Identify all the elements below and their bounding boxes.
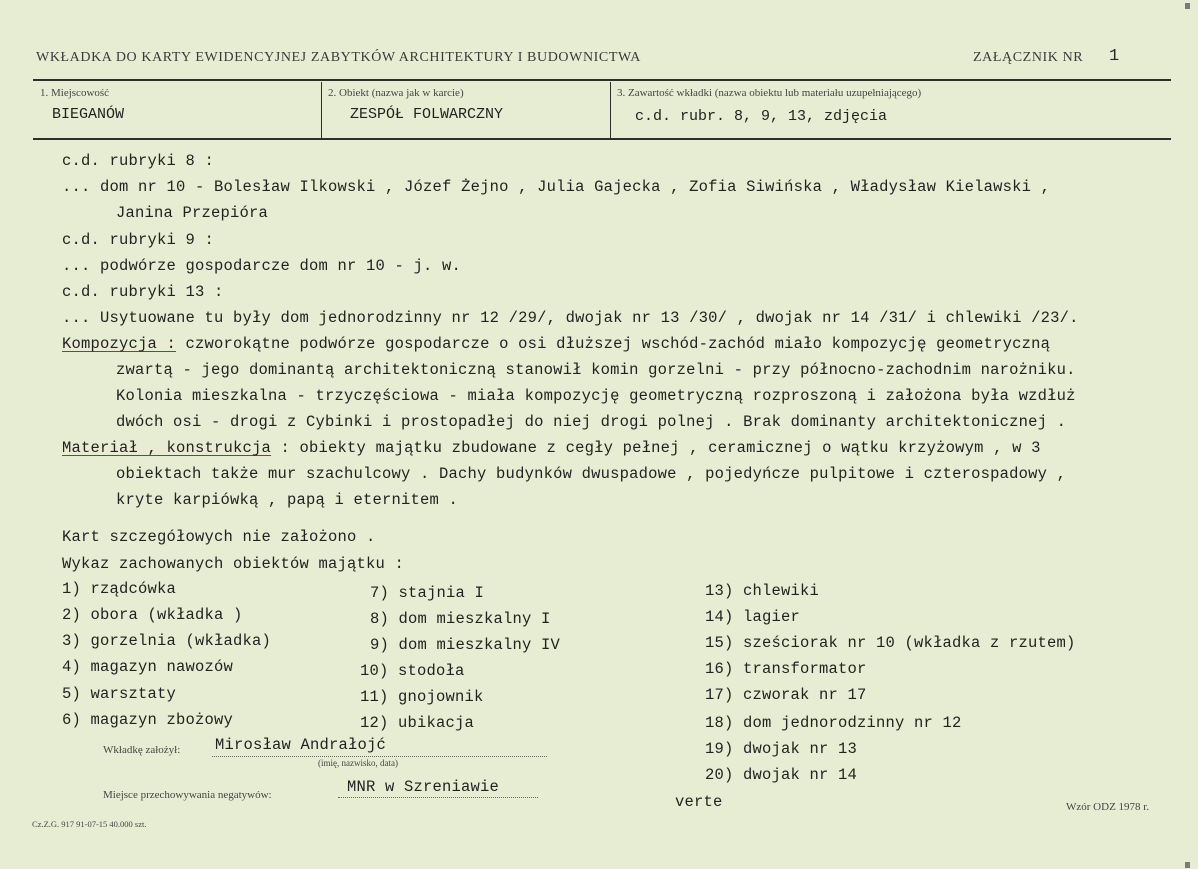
founded-hint: (imię, nazwisko, data)	[318, 758, 398, 768]
field-locality-value: BIEGANÓW	[52, 106, 125, 123]
header-rule-top	[33, 79, 1171, 81]
body-line: czworokątne podwórze gospodarcze o osi dłuższej wschód-zachód miało kompozycję geometryczną	[176, 335, 1051, 353]
list-item: 19) dwojak nr 13	[705, 740, 858, 758]
field-contents-value: c.d. rubr. 8, 9, 13, zdjęcia	[635, 108, 888, 125]
body-line: ... dom nr 10 - Bolesław Ilkowski , Józef Żejno , Julia Gajecka , Zofia Siwińska , Władysław Kielawski ,	[62, 178, 1051, 196]
field-contents-label: 3. Zawartość wkładki (nazwa obiektu lub materiału uzupełniającego)	[617, 87, 922, 99]
header-rule-bottom	[33, 138, 1171, 140]
list-item: 20) dwojak nr 14	[705, 766, 858, 784]
form-title: WKŁADKA DO KARTY EWIDENCYJNEJ ZABYTKÓW ARCHITEKTURY I BUDOWNICTWA	[36, 50, 641, 65]
body-line: kryte karpiówką , papą i eternitem .	[116, 491, 459, 509]
list-item: 5) warsztaty	[62, 685, 177, 703]
list-item: 12) ubikacja	[360, 714, 475, 732]
field-divider-2	[610, 82, 611, 138]
list-item: 2) obora (wkładka )	[62, 606, 243, 624]
list-item: 4) magazyn nawozów	[62, 658, 234, 676]
list-item: 6) magazyn zbożowy	[62, 711, 234, 729]
body-line: Wykaz zachowanych obiektów majątku :	[62, 555, 405, 573]
storage-label: Miejsce przechowywania negatywów:	[103, 789, 272, 801]
material-heading: Materiał , konstrukcja	[62, 439, 272, 457]
list-item: 1) rządcówka	[62, 580, 177, 598]
list-item: 9) dom mieszkalny IV	[370, 636, 561, 654]
field-locality-label: 1. Miejscowość	[40, 87, 110, 99]
founded-label: Wkładkę założył:	[103, 744, 181, 756]
body-line: Kolonia mieszkalna - trzyczęściowa - miała kompozycję geometryczną rozproszoną i założona była wzdłuż	[116, 387, 1076, 405]
field-object-label: 2. Obiekt (nazwa jak w karcie)	[328, 87, 464, 99]
list-item: 18) dom jednorodzinny nr 12	[705, 714, 962, 732]
list-item: 8) dom mieszkalny I	[370, 610, 551, 628]
verte-label: verte	[675, 793, 723, 811]
body-line: ... Usytuowane tu były dom jednorodzinny nr 12 /29/, dwojak nr 13 /30/ , dwojak nr 14 /31/ i chlewiki /23/.	[62, 309, 1079, 327]
list-item: 14) lagier	[705, 608, 801, 626]
list-item: 7) stajnia I	[370, 584, 485, 602]
annex-label: ZAŁĄCZNIK NR	[973, 50, 1084, 65]
body-line: c.d. rubryki 13 :	[62, 283, 224, 301]
storage-value: MNR w Szreniawie	[347, 778, 500, 796]
list-item: 16) transformator	[705, 660, 867, 678]
list-item: 17) czworak nr 17	[705, 686, 867, 704]
founded-dotted-line	[212, 756, 547, 757]
body-line: : obiekty majątku zbudowane z cegły pełnej , ceramicznej o wątku krzyżowym , w 3	[271, 439, 1041, 457]
list-item: 3) gorzelnia (wkładka)	[62, 632, 272, 650]
body-line: dwóch osi - drogi z Cybinki i prostopadłej do niej drogi polnej . Brak dominanty architektonicznej .	[116, 413, 1067, 431]
founded-value: Mirosław Andrałojć	[215, 736, 387, 754]
field-divider-1	[321, 82, 322, 138]
composition-paragraph	[62, 335, 1050, 353]
body-line: Kart szczegółowych nie założono .	[62, 528, 376, 546]
annex-number: 1	[1109, 47, 1120, 66]
body-line: c.d. rubryki 8 :	[62, 152, 215, 170]
body-line: Janina Przepióra	[116, 204, 269, 222]
body-line: ... podwórze gospodarcze dom nr 10 - j. w.	[62, 257, 462, 275]
list-item: 15) sześciorak nr 10 (wkładka z rzutem)	[705, 634, 1076, 652]
list-item: 10) stodoła	[360, 662, 465, 680]
material-paragraph	[62, 439, 1041, 457]
composition-heading: Kompozycja :	[62, 335, 177, 353]
list-item: 11) gnojownik	[360, 688, 484, 706]
body-line: c.d. rubryki 9 :	[62, 231, 215, 249]
form-model: Wzór ODZ 1978 r.	[1066, 801, 1150, 813]
field-object-value: ZESPÓŁ FOLWARCZNY	[350, 106, 504, 123]
scan-mark	[1185, 3, 1190, 9]
print-info: Cz.Z.G. 917 91-07-15 40.000 szt.	[32, 819, 147, 829]
body-line: obiektach także mur szachulcowy . Dachy budynków dwuspadowe , pojedyńcze pulpitowe i czterospadowy ,	[116, 465, 1067, 483]
storage-dotted-line	[338, 797, 538, 798]
list-item: 13) chlewiki	[705, 582, 820, 600]
scan-mark	[1185, 862, 1190, 868]
body-line: zwartą - jego dominantą architektoniczną stanowił komin gorzelni - przy północno-zachodnim narożniku.	[116, 361, 1076, 379]
